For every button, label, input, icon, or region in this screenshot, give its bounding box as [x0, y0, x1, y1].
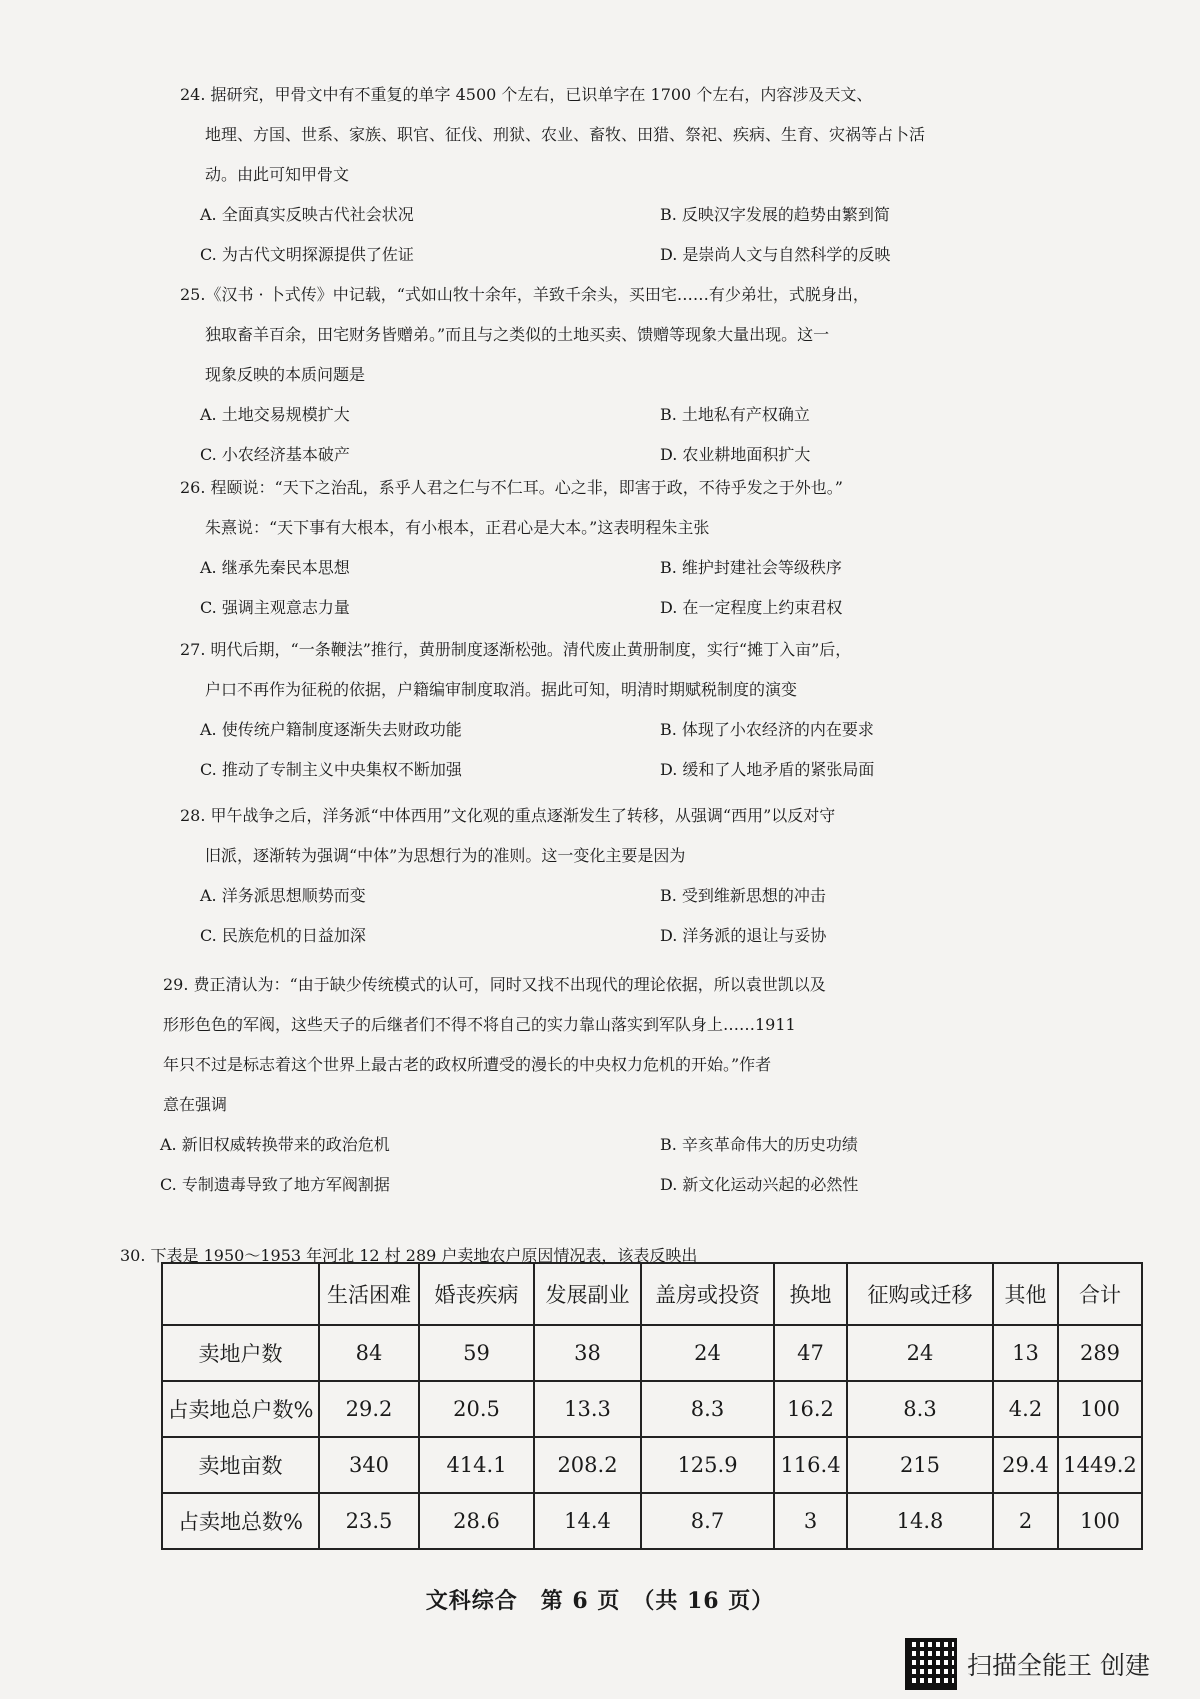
land-sale-table [161, 1262, 1143, 1550]
table-cell: 14.4 [534, 1493, 641, 1549]
scanner-watermark [905, 1638, 1150, 1690]
table-cell: 13.3 [534, 1381, 641, 1437]
table-cell: 47 [774, 1325, 847, 1381]
table-header-cell: 盖房或投资 [641, 1263, 774, 1325]
table-header-cell: 生活困难 [319, 1263, 419, 1325]
table-cell: 24 [641, 1325, 774, 1381]
table-cell: 29.4 [993, 1437, 1058, 1493]
answer-option: C. 小农经济基本破产 [200, 445, 350, 464]
answer-option: B. 受到维新思想的冲击 [660, 886, 826, 905]
table-cell: 8.3 [847, 1381, 993, 1437]
answer-option: D. 是崇尚人文与自然科学的反映 [660, 245, 891, 264]
answer-option: D. 新文化运动兴起的必然性 [660, 1175, 859, 1194]
answer-option: B. 辛亥革命伟大的历史功绩 [660, 1135, 858, 1154]
table-cell: 125.9 [641, 1437, 774, 1493]
table-cell: 16.2 [774, 1381, 847, 1437]
answer-option: A. 全面真实反映古代社会状况 [200, 205, 414, 224]
table-row [162, 1381, 1142, 1437]
question-text-line: 现象反映的本质问题是 [205, 365, 366, 384]
answer-option: B. 体现了小农经济的内在要求 [660, 720, 874, 739]
answer-option: C. 专制遗毒导致了地方军阀割据 [160, 1175, 390, 1194]
table-cell: 100 [1058, 1381, 1142, 1437]
table-cell: 289 [1058, 1325, 1142, 1381]
qr-code-icon [905, 1638, 957, 1690]
table-cell: 14.8 [847, 1493, 993, 1549]
answer-option: D. 在一定程度上约束君权 [660, 598, 843, 617]
answer-option: C. 推动了专制主义中央集权不断加强 [200, 760, 462, 779]
answer-option: A. 土地交易规模扩大 [200, 405, 350, 424]
table-cell: 2 [993, 1493, 1058, 1549]
answer-option: D. 洋务派的退让与妥协 [660, 926, 827, 945]
table-cell: 13 [993, 1325, 1058, 1381]
question-text-line: 户口不再作为征税的依据，户籍编审制度取消。据此可知，明清时期赋税制度的演变 [205, 680, 798, 699]
question-text-line: 29. 费正清认为：“由于缺少传统模式的认可，同时又找不出现代的理论依据，所以袁世凯以及 [163, 975, 826, 994]
row-label: 占卖地总户数% [162, 1381, 319, 1437]
question-text-line: 28. 甲午战争之后，洋务派“中体西用”文化观的重点逐渐发生了转移，从强调“西用”以反对守 [180, 806, 836, 825]
answer-option: A. 新旧权威转换带来的政治危机 [160, 1135, 390, 1154]
table-cell: 8.7 [641, 1493, 774, 1549]
answer-option: D. 缓和了人地矛盾的紧张局面 [660, 760, 875, 779]
table-row [162, 1493, 1142, 1549]
answer-option: A. 继承先秦民本思想 [200, 558, 350, 577]
table-header-cell: 其他 [993, 1263, 1058, 1325]
table-cell: 28.6 [419, 1493, 534, 1549]
page-footer: 文科综合 第 6 页 （共 16 页） [425, 1588, 775, 1614]
table-cell: 23.5 [319, 1493, 419, 1549]
table-cell: 215 [847, 1437, 993, 1493]
table-header-cell: 发展副业 [534, 1263, 641, 1325]
table-cell: 116.4 [774, 1437, 847, 1493]
table-cell: 414.1 [419, 1437, 534, 1493]
question-text-line: 形形色色的军阀，这些天子的后继者们不得不将自己的实力靠山落实到军队身上……1911 [163, 1015, 796, 1034]
table-cell: 84 [319, 1325, 419, 1381]
table-header-row [162, 1263, 1142, 1325]
question-text-line: 26. 程颐说：“天下之治乱，系乎人君之仁与不仁耳。心之非，即害于政，不待乎发之于外也。” [180, 478, 843, 497]
answer-option: B. 反映汉字发展的趋势由繁到简 [660, 205, 890, 224]
row-label: 占卖地总数% [162, 1493, 319, 1549]
table-cell: 1449.2 [1058, 1437, 1142, 1493]
table-cell: 208.2 [534, 1437, 641, 1493]
question-text-line: 独取畜羊百余，田宅财务皆赠弟。”而且与之类似的土地买卖、馈赠等现象大量出现。这一 [205, 325, 830, 344]
table-cell: 8.3 [641, 1381, 774, 1437]
table-header-cell: 换地 [774, 1263, 847, 1325]
answer-option: C. 为古代文明探源提供了佐证 [200, 245, 414, 264]
table-cell: 59 [419, 1325, 534, 1381]
question-text-line: 动。由此可知甲骨文 [205, 165, 350, 184]
table-cell: 100 [1058, 1493, 1142, 1549]
table-header-cell [162, 1263, 319, 1325]
row-label: 卖地亩数 [162, 1437, 319, 1493]
table-cell: 24 [847, 1325, 993, 1381]
answer-option: C. 民族危机的日益加深 [200, 926, 366, 945]
answer-option: C. 强调主观意志力量 [200, 598, 350, 617]
answer-option: D. 农业耕地面积扩大 [660, 445, 811, 464]
table-header-cell: 合计 [1058, 1263, 1142, 1325]
table-cell: 4.2 [993, 1381, 1058, 1437]
question-text-line: 年只不过是标志着这个世界上最古老的政权所遭受的漫长的中央权力危机的开始。”作者 [163, 1055, 772, 1074]
table-row [162, 1437, 1142, 1493]
table-cell: 38 [534, 1325, 641, 1381]
question-text-line: 27. 明代后期，“一条鞭法”推行，黄册制度逐渐松弛。清代废止黄册制度，实行“摊丁入亩”后， [180, 640, 852, 659]
answer-option: B. 维护封建社会等级秩序 [660, 558, 842, 577]
table-cell: 20.5 [419, 1381, 534, 1437]
question-text-line: 30. 下表是 1950～1953 年河北 12 村 289 户卖地农户原因情况表，该表反映出 [120, 1246, 698, 1265]
table-header-cell: 征购或迁移 [847, 1263, 993, 1325]
table-cell: 340 [319, 1437, 419, 1493]
answer-option: A. 使传统户籍制度逐渐失去财政功能 [200, 720, 462, 739]
question-text-line: 意在强调 [163, 1095, 228, 1114]
question-text-line: 24. 据研究，甲骨文中有不重复的单字 4500 个左右，已识单字在 1700 个左右，内容涉及天文、 [180, 85, 873, 104]
question-text-line: 25.《汉书 · 卜式传》中记载，“式如山牧十余年，羊致千余头，买田宅……有少弟壮，式脱身出， [180, 285, 869, 304]
question-text-line: 旧派，逐渐转为强调“中体”为思想行为的准则。这一变化主要是因为 [205, 846, 686, 865]
table-row [162, 1325, 1142, 1381]
watermark-text: 扫描全能王 创建 [967, 1651, 1150, 1680]
table-cell: 29.2 [319, 1381, 419, 1437]
question-text-line: 朱熹说：“天下事有大根本，有小根本，正君心是大本。”这表明程朱主张 [205, 518, 710, 537]
row-label: 卖地户数 [162, 1325, 319, 1381]
table-cell: 3 [774, 1493, 847, 1549]
question-text-line: 地理、方国、世系、家族、职官、征伐、刑狱、农业、畜牧、田猎、祭祀、疾病、生育、灾祸等占卜活 [205, 125, 926, 144]
answer-option: A. 洋务派思想顺势而变 [200, 886, 366, 905]
answer-option: B. 土地私有产权确立 [660, 405, 810, 424]
table-header-cell: 婚丧疾病 [419, 1263, 534, 1325]
